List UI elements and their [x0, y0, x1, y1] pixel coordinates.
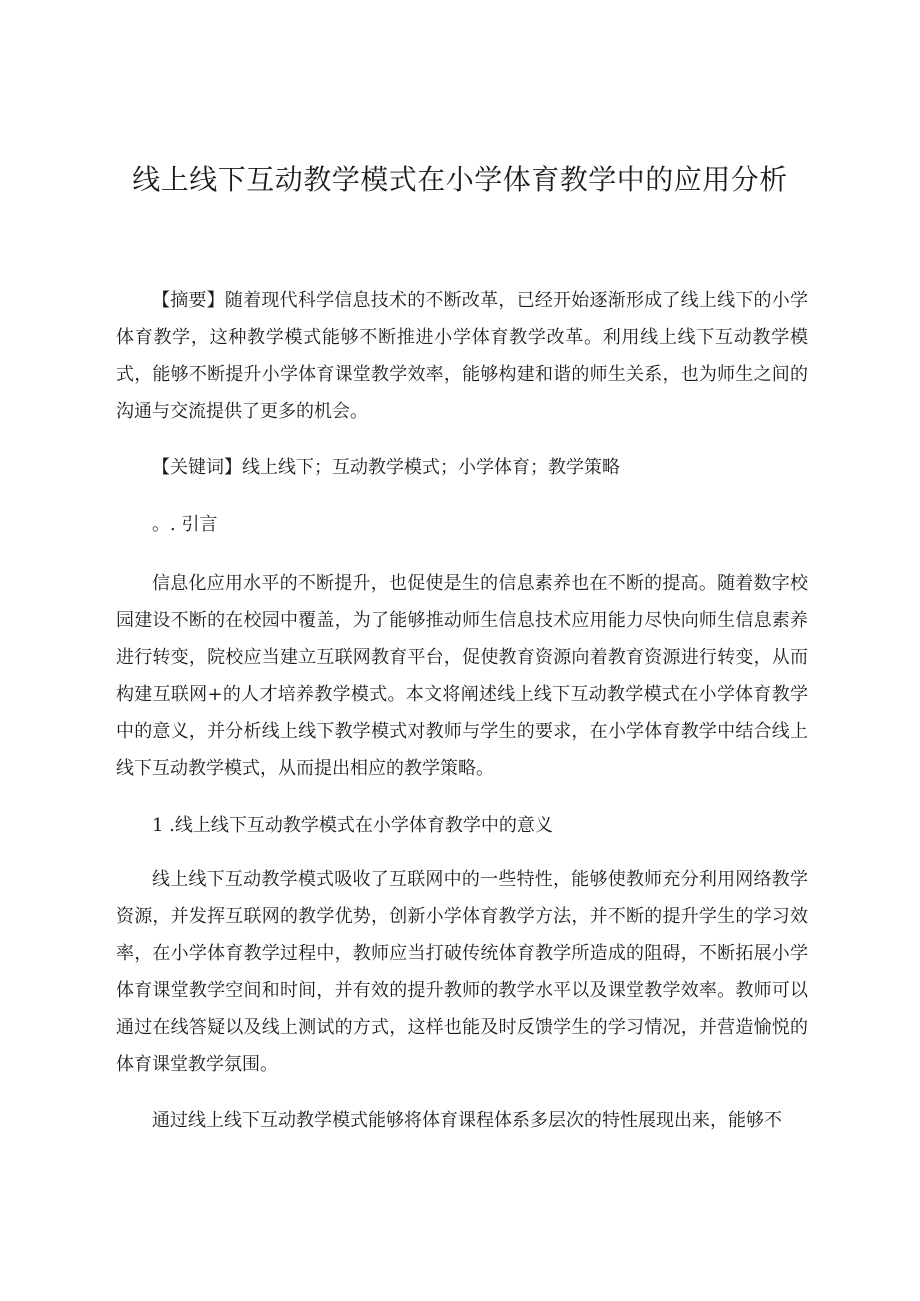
abstract-text: 随着现代科学信息技术的不断改革，已经开始逐渐形成了线上线下的小学体育教学，这种教学模式能够不断推进小学体育教学改革。利用线上线下互动教学模式，能够不断提升小学体育课堂教学效率，能够构建和谐的师生关系，也为师生之间的沟通与交流提供了更多的机会。 [116, 290, 809, 422]
section1-heading-block [116, 807, 808, 844]
abstract-paragraph [116, 282, 808, 430]
section1-paragraph: 线上线下互动教学模式吸收了互联网中的一些特性，能够使教师充分利用网络教学资源，并发挥互联网的教学优势，创新小学体育教学方法，并不断的提升学生的学习效率，在小学体育教学过程中，教师应当打破传统体育教学所造成的阻碍，不断拓展小学体育课堂教学空间和时间，并有效的提升教师的教学水平以及课堂教学效率。教师可以通过在线答疑以及线上测试的方式，这样也能及时反馈学生的学习情况，并营造愉悦的体育课堂教学氛围。 [116, 869, 808, 1075]
keywords-label: 【关键词】 [152, 457, 242, 478]
intro-paragraph: 信息化应用水平的不断提升，也促使是生的信息素养也在不断的提高。随着数字校园建设不断的在校园中覆盖，为了能够推动师生信息技术应用能力尽快向师生信息素养进行转变，院校应当建立互联网教育平台，促使教育资源向着教育资源进行转变，从而构建互联网+的人才培养教学模式。本文将阐述线上线下互动教学模式在小学体育教学中的意义，并分析线上线下教学模式对教师与学生的要求，在小学体育教学中结合线上线下互动教学模式，从而提出相应的教学策略。 [116, 573, 808, 779]
keywords-text: 线上线下；互动教学模式；小学体育；教学策略 [242, 457, 620, 478]
intro-heading: 。. 引言 [152, 514, 218, 535]
section1-heading: 1 .线上线下互动教学模式在小学体育教学中的意义 [152, 815, 553, 836]
abstract-block [116, 282, 808, 430]
document-title: 线上线下互动教学模式在小学体育教学中的应用分析 [132, 163, 788, 196]
keywords-block [116, 449, 808, 486]
keywords-paragraph [116, 449, 808, 486]
intro-body-block [116, 565, 808, 787]
intro-heading-block [116, 506, 808, 543]
section1-body-block-2 [116, 1102, 808, 1139]
section1-body-block [116, 861, 808, 1083]
section1-paragraph: 通过线上线下互动教学模式能够将体育课程体系多层次的特性展现出来，能够不 [152, 1110, 782, 1131]
abstract-label: 【摘要】 [152, 290, 225, 311]
